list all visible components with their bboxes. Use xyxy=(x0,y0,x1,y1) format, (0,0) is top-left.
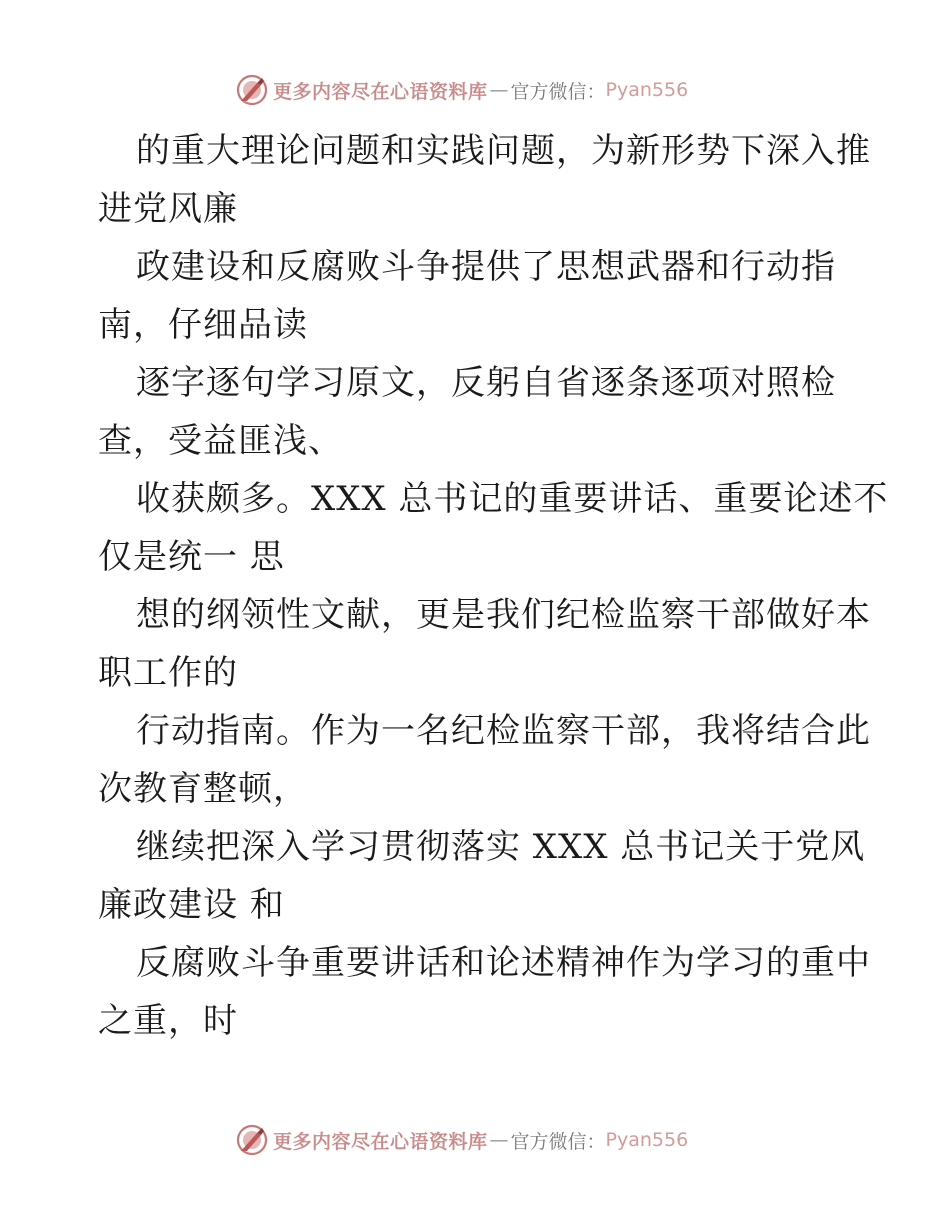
text-line: 仅是统一 思 xyxy=(98,537,285,577)
text-line: 的重大理论问题和实践问题，为新形势下深入推 xyxy=(136,131,871,171)
text-line: 职工作的 xyxy=(98,653,238,693)
watermark-dash: — xyxy=(489,79,509,101)
text-line: 次教育整顿， xyxy=(98,769,308,809)
pen-logo-icon xyxy=(235,73,269,107)
footer-watermark xyxy=(235,1122,688,1158)
text-line: 反腐败斗争重要讲话和论述精神作为学习的重中 xyxy=(136,943,871,983)
text-line: 逐字逐句学习原文，反躬自省逐条逐项对照检 xyxy=(136,363,836,403)
text-line: 想的纲领性文献，更是我们纪检监察干部做好本 xyxy=(136,595,871,635)
watermark-wechat-id: Pyan556 xyxy=(605,1129,689,1151)
pen-logo-icon xyxy=(235,1123,269,1157)
text-line: 行动指南。作为一名纪检监察干部，我将结合此 xyxy=(136,711,871,751)
text-line: 南，仔细品读 xyxy=(98,305,308,345)
text-line: 继续把深入学习贯彻落实 XXX 总书记关于党风 xyxy=(136,827,866,867)
watermark-wechat-id: Pyan556 xyxy=(605,79,689,101)
text-line: 收获颇多。XXX 总书记的重要讲话、重要论述不 xyxy=(136,479,889,519)
watermark-dash: — xyxy=(489,1129,509,1151)
watermark-wechat-label: 官方微信： xyxy=(510,1130,606,1153)
text-line: 进党风廉 xyxy=(98,189,238,229)
text-line: 之重，时 xyxy=(98,1001,238,1041)
watermark-brand: 更多内容尽在心语资料库 xyxy=(273,80,488,103)
document-body xyxy=(98,122,898,1050)
header-watermark xyxy=(235,72,688,108)
text-line: 政建设和反腐败斗争提供了思想武器和行动指 xyxy=(136,247,836,287)
text-line: 查，受益匪浅、 xyxy=(98,421,343,461)
watermark-wechat-label: 官方微信： xyxy=(510,80,606,103)
watermark-brand: 更多内容尽在心语资料库 xyxy=(273,1130,488,1153)
text-line: 廉政建设 和 xyxy=(98,885,285,925)
